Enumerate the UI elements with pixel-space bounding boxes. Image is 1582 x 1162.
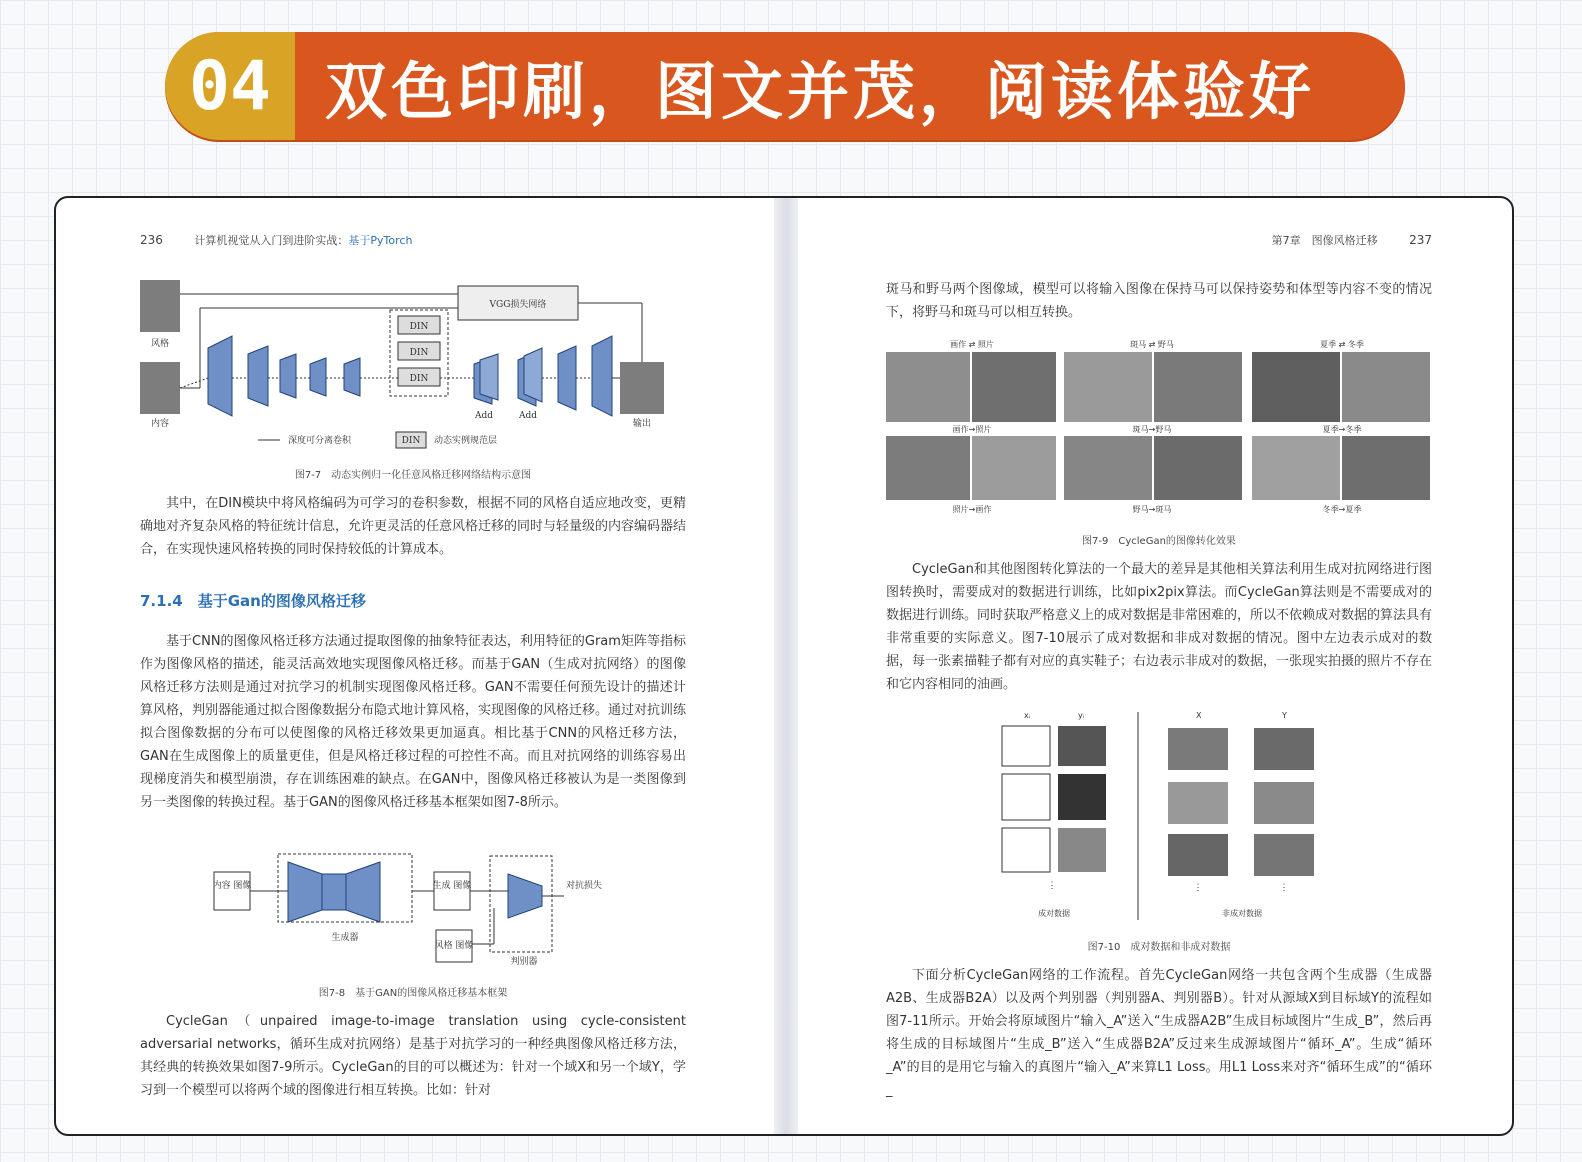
fig79-row2-label-3: 冬季→夏季: [1322, 505, 1362, 514]
photo-painting-2: [972, 352, 1056, 422]
left-paragraph-3: CycleGan（unpaired image-to-image translation using cycle-consistent adversarial networks，循环生成对抗网络）是基于对抗学习的一种经典图像风格迁移方法，其经典的转换效果如图7-9所示。CycleGan的目的可以概述为：针对一个域X和另一个域Y，学习到一个模型可以将两个域的图像进行相互转换。比如：针对: [140, 1014, 686, 1098]
encoder-block-3: [280, 354, 296, 398]
paired-data-label: 成对数据: [1038, 909, 1070, 918]
fig79-title-1: 画作 ⇄ 照片: [950, 340, 994, 349]
content-image-box: [214, 872, 250, 910]
figure-7-9-caption: 图7-9 CycleGan的图像转化效果: [1082, 536, 1236, 547]
fig79-title-2: 斑马 ⇄ 野马: [1130, 340, 1174, 349]
figure-7-10-caption: 图7-10 成对数据和非成对数据: [1087, 942, 1231, 953]
generator-decoder: [346, 862, 380, 922]
photo-x-1: [1168, 728, 1228, 770]
promo-banner: [165, 32, 1405, 140]
photo-summer-2: [1342, 436, 1430, 500]
running-head-right: [1272, 232, 1432, 248]
style-image: [140, 280, 180, 332]
painting-y-2: [1254, 782, 1314, 824]
din-label-3: DIN: [409, 374, 429, 384]
running-head-left: [140, 232, 412, 248]
fig79-row2-label-1: 照片→画作: [952, 505, 992, 514]
adv-loss-label: 对抗损失: [566, 881, 603, 891]
photo-winter: [1342, 352, 1430, 422]
unpaired-data-label: 非成对数据: [1222, 909, 1262, 918]
photo-zebra-2: [1154, 436, 1242, 500]
output-label: 输出: [632, 419, 652, 429]
sketch-boot: [1002, 774, 1050, 820]
figure-7-7-caption: 图7-7 动态实例归一化任意风格迁移网络结构示意图: [294, 470, 532, 481]
fig79-row1-label-3: 夏季→冬季: [1322, 425, 1362, 434]
left-paragraph-1: 其中，在DIN模块中将风格编码为可学习的卷积参数，根据不同的风格自适应地改变，更精确地对齐复杂风格的特征统计信息，允许更灵活的任意风格迁移的同时与轻量级的内容编码器结合，在实现快速风格转换的同时保持较低的计算成本。: [140, 496, 687, 557]
discriminator-block: [508, 874, 542, 918]
dots-y: ⋮: [1279, 883, 1289, 893]
photo-horse: [1154, 352, 1242, 422]
fig79-row1-label-2: 斑马→野马: [1132, 425, 1172, 434]
real-shoe-2: [1058, 828, 1106, 872]
label-xi: xᵢ: [1024, 711, 1031, 720]
content-image-text-1: 内容 图像: [212, 881, 252, 891]
banner-slogan: 双色印刷，图文并茂，阅读体验好: [325, 54, 1316, 128]
din-label-2: DIN: [409, 348, 429, 358]
fig79-title-3: 夏季 ⇄ 冬季: [1320, 340, 1364, 349]
legend-din-label: 动态实例规范层: [434, 436, 498, 446]
page-number: 236: [140, 233, 163, 247]
encoder-block-5: [344, 358, 360, 396]
running-head-highlight: 基于PyTorch: [348, 234, 413, 247]
legend-conv-label: 深度可分离卷积: [288, 436, 352, 446]
output-image: [620, 362, 664, 414]
photo-painting-1: [886, 352, 970, 422]
figure-7-10: [982, 708, 1342, 926]
photo-zebra: [1064, 352, 1152, 422]
running-head-title: 计算机视觉从入门到进阶实战：: [194, 234, 349, 247]
page-number-right: 237: [1409, 233, 1432, 247]
encoder-block-2: [248, 346, 268, 406]
figure-7-7: [140, 278, 686, 453]
section-heading-7-1-4: 7.1.4 基于Gan的图像风格迁移: [140, 592, 366, 610]
real-shoe-1: [1058, 726, 1106, 766]
din-label-1: DIN: [409, 322, 429, 332]
left-paragraph-2: 基于CNN的图像风格迁移方法通过提取图像的抽象特征表达，利用特征的Gram矩阵等指标作为图像风格的描述，能灵活高效地实现图像风格迁移。而基于GAN（生成对抗网络）的图像风格迁移方法则是通过对抗学习的机制实现图像风格迁移。GAN不需要任何预先设计的描述计算风格，判别器能通过拟合图像数据分布隐式地计算风格，实现图像的风格迁移。通过对抗训练拟合图像数据的分布可以使图像的风格迁移效果更加逼真。相比基于CNN的风格迁移方法，GAN在生成图像上的质量更佳，但是风格迁移过程的可控性不高。而且对抗网络的训练容易出现梯度消失和模型崩溃，存在训练困难的缺点。在GAN中，图像风格迁移被认为是一类图像到另一类图像的转换过程。基于GAN的图像风格迁移基本框架如图7-8所示。: [140, 634, 687, 810]
photo-x-2: [1168, 782, 1228, 824]
legend-din-box-label: DIN: [401, 436, 421, 446]
add-label-2: Add: [518, 411, 538, 421]
figure-7-9: [886, 336, 1432, 516]
discriminator-label: 判别器: [510, 957, 538, 966]
sketch-shoe-1: [1002, 726, 1050, 766]
photo-horse-2: [1064, 436, 1152, 500]
dots-x: ⋮: [1193, 883, 1203, 893]
painting-y-3: [1254, 834, 1314, 876]
generator-bottleneck: [322, 874, 346, 910]
book-spread: [54, 196, 1514, 1136]
generated-image-text: 生成 图像: [432, 881, 472, 891]
fig79-row2-label-2: 野马→斑马: [1132, 505, 1172, 514]
generated-image-box: [434, 872, 470, 910]
dots-paired: ⋮: [1047, 881, 1057, 891]
right-paragraph-1: 斑马和野马两个图像域，模型可以将输入图像在保持马可以保持姿势和体型等内容不变的情况下，将野马和斑马可以相互转换。: [886, 282, 1432, 320]
figure-7-8: [210, 848, 630, 966]
banner-number-badge: 04: [165, 32, 295, 140]
label-yi: yᵢ: [1078, 711, 1085, 720]
style-label: 风格: [150, 339, 170, 349]
real-boot: [1058, 774, 1106, 820]
content-label: 内容: [150, 419, 170, 429]
right-page: [886, 198, 1432, 1134]
photo-x-3: [1168, 834, 1228, 876]
right-paragraph-3: 下面分析CycleGan网络的工作流程。首先CycleGan网络一共包含两个生成器（生成器A2B、生成器B2A）以及两个判别器（判别器A、判别器B）。针对从源域X到目标域Y的流程如图7-11所示。开始会将原域图片“输入_A”送入“生成器A2B”生成目标域图片“生成_B”，然后再将生成的目标域图片“生成_B”送入“生成器B2A”反过来生成源域图片“循环_A”。生成“循环_A”的目的是用它与输入的真图片“输入_A”来算L1 Loss。用L1 Loss来对齐“循环生成”的“循环_: [886, 968, 1432, 1098]
photo-photo-2: [972, 436, 1056, 500]
painting-y-1: [1254, 728, 1314, 770]
label-Y: Y: [1282, 711, 1287, 720]
photo-winter-2: [1252, 436, 1340, 500]
book-spine: [774, 198, 798, 1134]
generator-label: 生成器: [331, 933, 359, 943]
encoder-block-1: [208, 336, 232, 416]
add-label-1: Add: [474, 411, 494, 421]
style-image-text: 风格 图像: [434, 941, 474, 951]
left-page: [140, 198, 686, 1134]
right-paragraph-2: CycleGan和其他图图转化算法的一个最大的差异是其他相关算法利用生成对抗网络进行图图转换时，需要成对的数据进行训练，比如pix2pix算法。而CycleGan算法则是不需要成对的数据进行训练。同时获取严格意义上的成对数据是非常困难的，所以不依赖成对数据的算法具有非常重要的实际意义。图7-10展示了成对数据和非成对数据的情况。图中左边表示成对的数据，每一张素描鞋子都有对应的真实鞋子；右边表示非成对的数据，一张现实拍摄的照片不存在和它内容相同的油画。: [886, 562, 1433, 692]
figure-7-8-caption: 图7-8 基于GAN的图像风格迁移基本框架: [318, 988, 508, 999]
sketch-shoe-2: [1002, 828, 1050, 872]
fig79-row1-label-1: 画作→照片: [952, 425, 992, 434]
generator-encoder: [288, 862, 322, 922]
fig79-titles: [950, 339, 1364, 349]
decoder-block-3: [558, 346, 576, 410]
label-X: X: [1196, 711, 1202, 720]
vgg-label: VGG损失网络: [489, 300, 547, 310]
encoder-block-4: [310, 358, 326, 396]
content-image: [140, 362, 180, 414]
photo-summer: [1252, 352, 1340, 422]
photo-photo-1: [886, 436, 970, 500]
decoder-block-4: [592, 336, 612, 416]
chapter-title: 第7章 图像风格迁移: [1271, 234, 1378, 247]
